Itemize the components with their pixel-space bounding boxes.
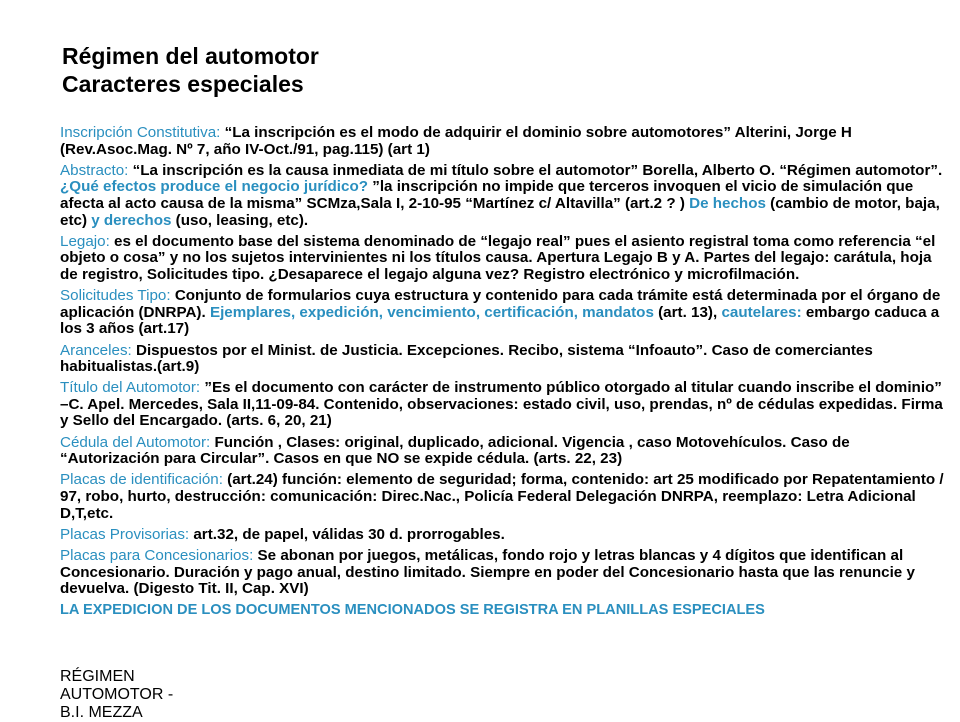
paragraph-label: Título del Automotor: bbox=[60, 379, 201, 397]
paragraph-text: Se abonan por juegos, metálicas, fondo rojo y letras blancas y 4 dígitos que identifican al Concesionario. Duración y pago anual, destino limitado. Siempre en poder del Concesionario hasta que las renuncie y devuelva. (Digesto Tit. II, Cap. XVI) bbox=[60, 547, 915, 598]
paragraph-text: (uso, leasing, etc). bbox=[171, 211, 309, 229]
paragraph-label: Aranceles: bbox=[60, 341, 132, 359]
paragraph-placas-identificacion bbox=[60, 472, 945, 522]
paragraph-text: (cambio de motor, baja, etc) bbox=[60, 194, 940, 229]
highlight-text: De hechos bbox=[689, 194, 766, 212]
paragraph-label: Placas para Concesionarios: bbox=[60, 547, 254, 564]
paragraph-text: art.32, de papel, válidas 30 d. prorrogables. bbox=[189, 525, 505, 543]
paragraph-text: (art. 13), bbox=[653, 303, 722, 321]
paragraph-titulo bbox=[60, 380, 945, 430]
closing-statement: LA EXPEDICION DE LOS DOCUMENTOS MENCIONADOS SE REGISTRA EN PLANILLAS ESPECIALES bbox=[60, 602, 765, 619]
paragraph-label: Legajo: bbox=[60, 232, 110, 250]
paragraph-solicitudes bbox=[60, 288, 945, 338]
highlight-text: Ejemplares, expedición, vencimiento, certificación, mandatos bbox=[209, 303, 654, 321]
paragraph-text: Conjunto de formularios cuya estructura y contenido para cada trámite está determinada por el órgano de aplicación (DNRPA). bbox=[60, 287, 941, 321]
paragraph-placas-provisorias bbox=[60, 527, 945, 544]
highlight-text: cautelares: bbox=[721, 303, 802, 321]
paragraph-abstracto bbox=[60, 163, 945, 229]
paragraph-text: ”la inscripción no impide que terceros invoquen el vicio de simulación que afecta al acto causa de la misma” SCMza,Sala I, 2-10-95 “Martínez c/ Altavilla” (art.2 ? ) bbox=[60, 178, 914, 212]
paragraph-label: Abstracto: bbox=[60, 161, 129, 179]
paragraph-text: ”Es el documento con carácter de instrumento público otorgado al titular cuando inscribe el dominio” –C. Apel. Mercedes, Sala II,11-09-84. Contenido, observaciones: estado civil, uso, prendas, nº de cédulas expedidas. Firma y Sello del Encargado. (arts. 6, 20, 21) bbox=[60, 379, 943, 430]
paragraph-text: es el documento base del sistema denominado de “legajo real” pues el asiento registral toma como referencia “el objeto o cosa” y no los sujetos intervinientes ni los títulos causa. Apertura Legajo B y A. Partes del legajo: carátula, hoja de registro, Solicitudes tipo. ¿Desaparece el legajo alguna vez? Registro electrónico y microfilmación. bbox=[60, 232, 936, 283]
paragraph-placas-concesionarios bbox=[60, 548, 945, 598]
paragraph-label: Inscripción Constitutiva: bbox=[60, 124, 221, 141]
title-line-2: Caracteres especiales bbox=[62, 71, 304, 97]
paragraph-text: “La inscripción es el modo de adquirir el dominio sobre automotores” Alterini, Jorge H (Rev.Asoc.Mag. Nº 7, año IV-Oct./91, pag.115) (art 1) bbox=[60, 124, 852, 158]
paragraph-label: Placas Provisorias: bbox=[60, 525, 190, 543]
paragraph-text: embargo caduca a los 3 años (art.17) bbox=[60, 303, 940, 338]
title-line-1: Régimen del automotor bbox=[62, 43, 319, 69]
paragraph-label: Solicitudes Tipo: bbox=[60, 287, 171, 305]
paragraph-cedula bbox=[60, 435, 945, 468]
paragraph-text: Función , Clases: original, duplicado, adicional. Vigencia , caso Motovehículos. Caso de “Autorización para Circular”. Casos en que NO se expide cédula. (arts. 22, 23) bbox=[60, 433, 850, 468]
paragraph-legajo bbox=[60, 234, 945, 284]
paragraph-aranceles bbox=[60, 343, 945, 376]
page-title bbox=[62, 42, 319, 98]
highlight-text: y derechos bbox=[91, 211, 172, 229]
paragraph-inscripcion bbox=[60, 125, 945, 158]
paragraph-text: Dispuestos por el Minist. de Justicia. Excepciones. Recibo, sistema “Infoauto”. Caso de comerciantes habitualistas.(art.9) bbox=[60, 341, 873, 376]
footer-line-3: B.I. MEZZA bbox=[60, 704, 143, 721]
footer-line-1: RÉGIMEN bbox=[60, 668, 135, 685]
slide-footer bbox=[60, 668, 220, 722]
footer-line-2: AUTOMOTOR - bbox=[60, 686, 174, 703]
paragraph-text: “La inscripción es la causa inmediata de mi título sobre el automotor” Borella, Alberto O. “Régimen automotor”. bbox=[128, 161, 943, 179]
content-body bbox=[60, 125, 945, 624]
highlight-text: ¿Qué efectos produce el negocio jurídico? bbox=[60, 178, 369, 196]
paragraph-text: (art.24) función: elemento de seguridad; forma, contenido: art 25 modificado por Repatentamiento / 97, robo, hurto, destrucción: comunicación: Direc.Nac., Policía Federal Delegación DNRPA, reemplazo: Letra Adicional D,T,etc. bbox=[60, 471, 944, 522]
paragraph-label: Placas de identificación: bbox=[60, 471, 223, 489]
paragraph-label: Cédula del Automotor: bbox=[60, 433, 211, 451]
